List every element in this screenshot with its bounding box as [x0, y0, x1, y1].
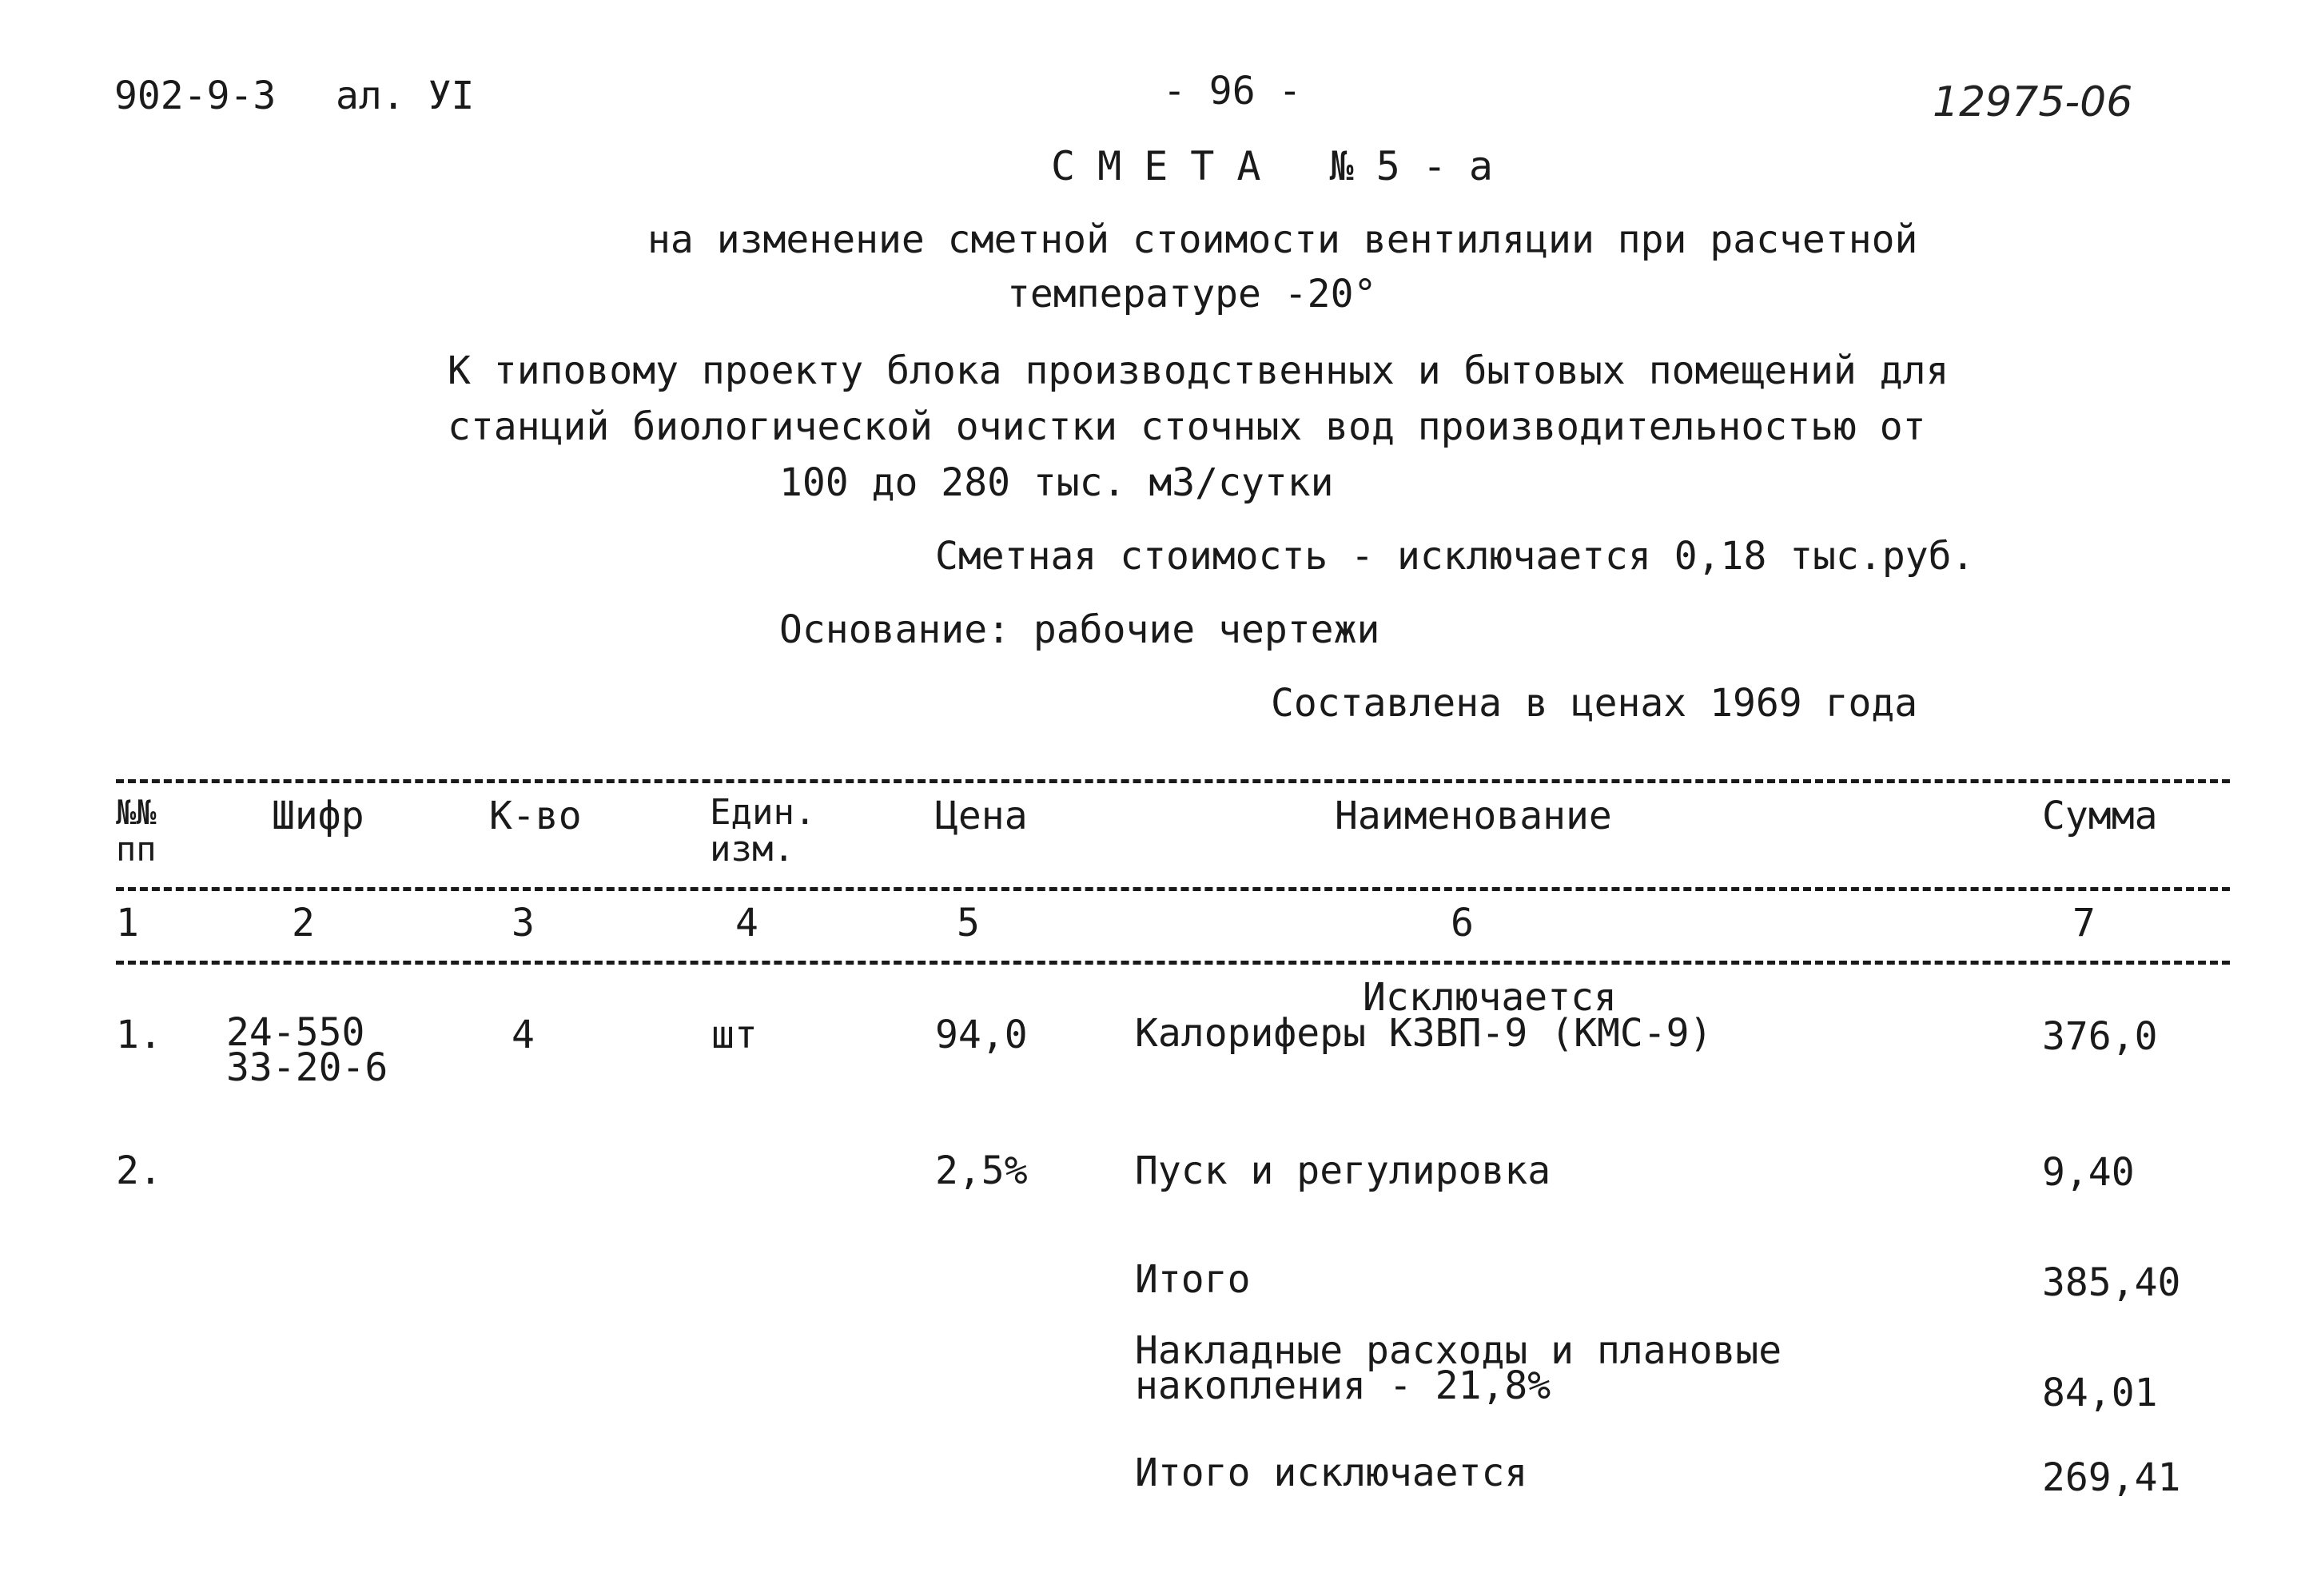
total-overhead-line-2: накопления - 21,8%: [1135, 1363, 1551, 1408]
row-2-name: Пуск и регулировка: [1135, 1148, 1551, 1193]
col-number-5: 5: [957, 901, 980, 945]
header-num-line-2: пп: [116, 830, 157, 869]
header-unit: [710, 794, 815, 868]
album-number: ал. УI: [336, 74, 475, 118]
table-top-rule: [116, 779, 2230, 783]
total-subtotal-sum: 385,40: [2042, 1260, 2181, 1305]
row-1-price: 94,0: [935, 1013, 1028, 1057]
project-line-2: станций биологической очистки сточных вод производительностью от: [448, 404, 1926, 449]
row-2-num: 2.: [116, 1148, 162, 1193]
column-numbers-rule: [116, 961, 2230, 965]
row-1-code-line-1: 24-550: [226, 1010, 365, 1055]
header-name: Наименование: [1335, 794, 1612, 838]
row-1-num: 1.: [116, 1013, 162, 1057]
project-line-1: К типовому проекту блока производственных и бытовых помещений для: [448, 348, 1949, 393]
row-1-name: Калориферы КЗВП-9 (КМС-9): [1135, 1011, 1713, 1056]
row-1-qty: 4: [512, 1013, 535, 1057]
total-subtotal-label: Итого: [1135, 1257, 1251, 1302]
title-line-2: температуре -20°: [1007, 272, 1377, 316]
col-number-4: 4: [735, 901, 758, 945]
header-bottom-rule: [116, 887, 2230, 891]
total-overhead-line-1: Накладные расходы и плановые: [1135, 1328, 1782, 1373]
header-qty: К-во: [489, 794, 582, 838]
row-2-price: 2,5%: [935, 1148, 1028, 1193]
col-number-3: 3: [512, 901, 535, 945]
header-unit-line-1: Един.: [710, 792, 816, 833]
header-num: [116, 794, 157, 868]
row-1-unit: шт: [711, 1013, 758, 1057]
row-1-code-line-2: 33-20-6: [226, 1045, 388, 1090]
estimated-cost: Сметная стоимость - исключается 0,18 тыс.руб.: [935, 534, 1975, 579]
row-1-code: [226, 1010, 388, 1090]
row-2-sum: 9,40: [2042, 1150, 2135, 1195]
page-number: - 96 -: [1163, 69, 1302, 113]
header-sum: Сумма: [2042, 794, 2158, 838]
col-number-1: 1: [116, 901, 139, 945]
header-num-line-1: №№: [116, 793, 157, 832]
doc-code: 902-9-3: [114, 74, 277, 118]
header-unit-line-2: изм.: [710, 829, 794, 870]
section-label: Исключается: [1363, 975, 1617, 1020]
inventory-number: 12975-06: [1933, 78, 2133, 126]
project-line-3: 100 до 280 тыс. м3/сутки: [779, 460, 1334, 505]
col-number-2: 2: [292, 901, 315, 945]
total-overhead-sum: 84,01: [2042, 1371, 2158, 1415]
total-overhead-label: [1135, 1328, 1782, 1408]
col-number-7: 7: [2072, 901, 2096, 945]
header-price: Цена: [935, 794, 1028, 838]
col-number-6: 6: [1451, 901, 1474, 945]
prices-line: Составлена в ценах 1969 года: [1271, 681, 1918, 726]
row-1-sum: 376,0: [2042, 1014, 2158, 1059]
title-line-1: на изменение сметной стоимости вентиляции при расчетной: [647, 217, 1918, 262]
total-excluded-sum: 269,41: [2042, 1455, 2181, 1500]
header-code: Шифр: [272, 794, 364, 838]
total-excluded-label: Итого исключается: [1135, 1451, 1528, 1495]
document-title: СМЕТА №5-а: [1051, 143, 1516, 189]
basis-line: Основание: рабочие чертежи: [779, 607, 1380, 652]
